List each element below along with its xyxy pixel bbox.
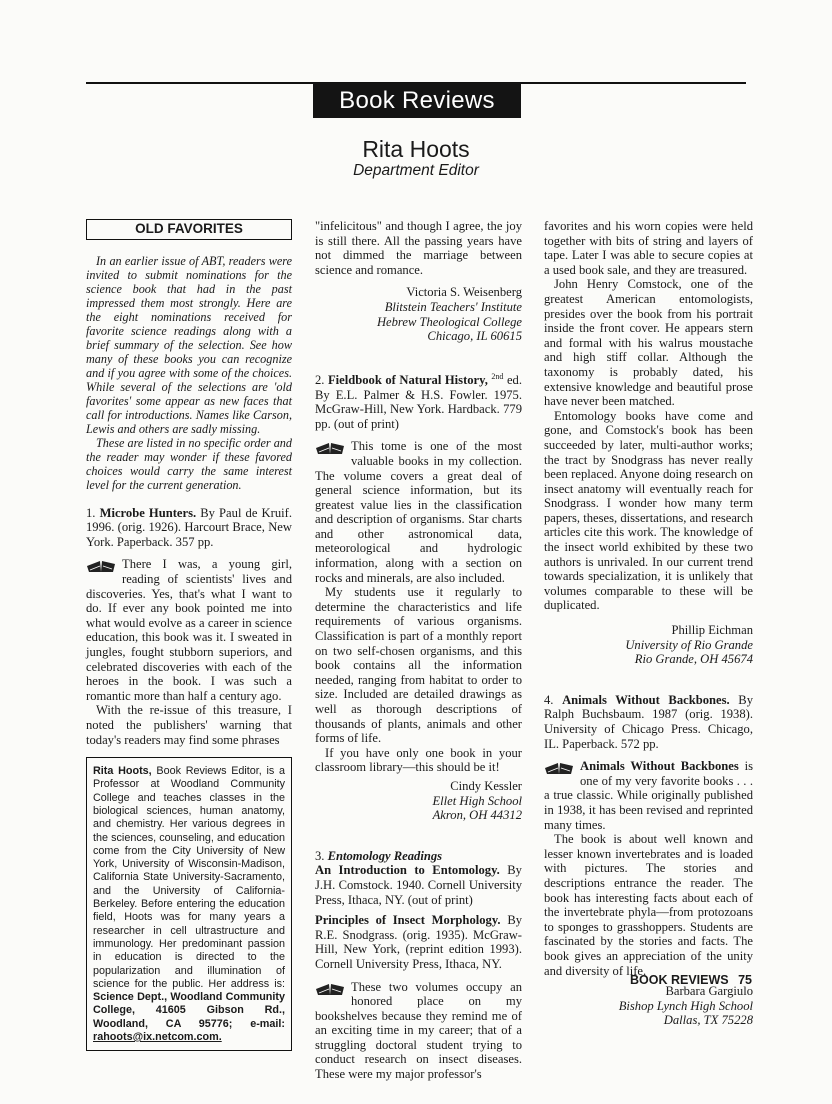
open-book-icon (315, 981, 345, 997)
entry-heading: 2. Fieldbook of Natural History, $^{2nd}$ ed. By E.L. Palmer & H.S. Fowler. 1975. McGraw-Hill, New York. Hardback. 779 pp. (out of print) (315, 371, 522, 431)
bio-address: Science Dept., Woodland Community College, 41605 Gibson Rd., Woodland, CA 95776; e-mail: (93, 991, 285, 1030)
bio-name: Rita Hoots, (93, 765, 152, 778)
open-book-icon (544, 760, 574, 776)
entry-subject: Entomology Readings (327, 848, 443, 863)
entry-heading: 3. Entomology Readings (315, 848, 443, 863)
editor-title: Department Editor (353, 162, 479, 179)
review-paragraph: The book is about well known and lesser known invertebrates and is loaded with pictures. The stories and descriptions entrance the reader. The book has interesting facts about each of the invertebrate phyla—from protozoans to sponges to grasshoppers. Students are fascinated by the stories and facts. The book gives an appreciation of the unity and diversity of life. (544, 832, 753, 978)
entry-heading: 1. Microbe Hunters. By Paul de Kruif. 1996. (orig. 1926). Harcourt Brace, New York. Paperback. 357 pp. (86, 505, 292, 549)
review-paragraph: favorites and his worn copies were held together with bits of string and layers of tape. Later I was able to secure copies at a used book sale, and they are treasured. (544, 219, 753, 277)
review-paragraph: Entomology books have come and gone, and Comstock's book has been succeeded by later, multi-author works; the tract by Snodgrass has never really been replaced. Anyone doing research on insect anatomy will eventually reach for Snodgrass. I wonder how many term papers, theses, dissertations, and research articles cite this work. The knowledge of the insect world exhibited by these two authors is unrivaled. In our current trend towards specialization, it is unlikely that volumes comparable to these will be duplicated. (544, 408, 753, 613)
book-title: Animals Without Backbones. (562, 692, 730, 707)
review-paragraph: This tome is one of the most valuable books in my collection. The volume covers a great deal of general science information, but its greatest value lies in the classification and description of organisms. Star charts and other astronomical data, meteorological and hydrologic information, along with a section on rocks and minerals, are also included. (315, 439, 522, 585)
review-paragraph: Animals Without Backbones is one of my very favorite books . . . a true classic. While originally published in 1938, it has been revised and reprinted many times. (544, 759, 753, 832)
section-banner: Book Reviews (313, 83, 521, 118)
book-title: An Introduction to Entomology. (315, 863, 500, 878)
book-title: Principles of Insect Morphology. (315, 913, 501, 928)
editor-name: Rita Hoots (362, 136, 470, 162)
column-2 (315, 219, 522, 1082)
intro-paragraph: In an earlier issue of ABT, readers were invited to submit nominations for the science book that had in the past impressed them most strongly. Here are the eight nominations received for favorite science readings along with a brief summary of the selection. See how many of these books you can recognize and if you agree with some of the choices. While several of the selections are 'old favorites' some appear as new faces that call for introductions. Names like Carson, Lewis and others are sadly missing. (86, 253, 292, 436)
intro-paragraph: These are listed in no specific order and the reader may wonder if these favored choices would carry the same interest level for the current generation. (86, 435, 292, 492)
bibliography: By R.E. Snodgrass. (orig. 1935). McGraw-Hill, New York, (reprint edition 1993). Cornell University Press, Ithaca, NY. (315, 913, 523, 971)
review-paragraph: There I was, a young girl, reading of scientists' lives and discoveries. Yes, that's what I want to do. If ever any book pointed me into what would evolve as a career in science education, this book was it. I sweated in jungles, fought stubborn superiors, and celebrated discoveries with each of the heroes in the book. I was such a romantic more than half a century ago. (86, 557, 292, 703)
reviewer-signature: Cindy Kessler Ellet High School Akron, OH 44312 (432, 778, 522, 823)
bibliography: By Ralph Buchsbaum. 1987 (orig. 1938). University of Chicago Press. Chicago, IL. Paperback. 572 pp. (544, 692, 753, 751)
bio-text: Book Reviews Editor, is a Professor at Woodland Community College and teaches classes in the biological sciences, human anatomy, and chemistry. Her various degrees in the sciences, counseling, and education come from the City University of New York, University of Wisconsin-Madison, California State University-Sacramento, and the University of California-Berkeley. Before entering the education field, Hoots was for many years a researcher in cell ultrastructure and immunology. Her predominant passion in education is directed to the popularization and illumination of science for the public. Her address is: (93, 765, 286, 990)
review-paragraph: "infelicitous" and though I agree, the joy is still there. All the passing years have not dimmed the marriage between science and romance. (315, 219, 522, 277)
book-title: Fieldbook of Natural History, (327, 372, 488, 387)
bibliography: By Paul de Kruif. 1996. (orig. 1926). Harcourt Brace, New York. Paperback. 357 pp. (86, 505, 292, 549)
book-citation (315, 913, 522, 971)
book-title: Microbe Hunters. (99, 505, 197, 520)
review-paragraph: These two volumes occupy an honored place on my bookshelves because they remind me of an exciting time in my career; that of a struggling doctoral student trying to conduct research on insect diseases. These were my major professor's (315, 979, 522, 1082)
review-paragraph: If you have only one book in your classroom library—this should be it! (315, 745, 522, 775)
open-book-icon (86, 558, 116, 574)
page-footer (624, 973, 752, 987)
review-paragraph: John Henry Comstock, one of the greatest American entomologists, presides over the book from his portrait inside the front cover. He appears stern and formal with his walrus moustache and high stiff collar. Although the taxonomy is probably dated, his extensive knowledge and beautiful prose have never been matched. (544, 277, 753, 409)
reviewer-signature: Victoria S. Weisenberg Blitstein Teachers' Institute Hebrew Theological College Chicago, IL 60615 (376, 285, 522, 344)
open-book-icon (315, 440, 345, 456)
reviewer-signature: Barbara Gargiulo Bishop Lynch High School Dallas, TX 75228 (618, 984, 753, 1028)
old-favorites-title: OLD FAVORITES (86, 219, 292, 240)
reviewer-signature: Phillip Eichman University of Rio Grande Rio Grande, OH 45674 (625, 623, 753, 667)
editor-bio-box (86, 757, 292, 1051)
entry-heading: 4. Animals Without Backbones. By Ralph Buchsbaum. 1987 (orig. 1938). University of Chicago Press. Chicago, IL. Paperback. 572 pp. (544, 692, 753, 751)
column-1 (86, 219, 292, 1051)
page-number: 75 (738, 973, 752, 987)
bibliography: By J.H. Comstock. 1940. Cornell University Press, Ithaca, NY. (out of print) (315, 863, 522, 907)
review-paragraph: My students use it regularly to determine the characteristics and life requirements of various organisms. Classification is part of a monthly report on two self-chosen organisms, and this book contains all the information needed, ranging from habitat to order to size. Included are detailed drawings as well as thorough descriptions of thousands of plants, animals and other forms of life. (315, 585, 522, 746)
review-paragraph: With the re-issue of this treasure, I noted the publishers' warning that today's readers may find some phrases (86, 703, 292, 747)
column-3 (544, 219, 753, 1028)
book-citation (315, 863, 522, 907)
bibliography: ed. By E.L. Palmer & H.S. Fowler. 1975. McGraw-Hill, New York. Hardback. 779 pp. (out of print) (315, 372, 522, 431)
footer-section: BOOK REVIEWS (629, 973, 729, 987)
email-link[interactable]: rahoots@ix.netcom.com. (93, 1031, 222, 1044)
